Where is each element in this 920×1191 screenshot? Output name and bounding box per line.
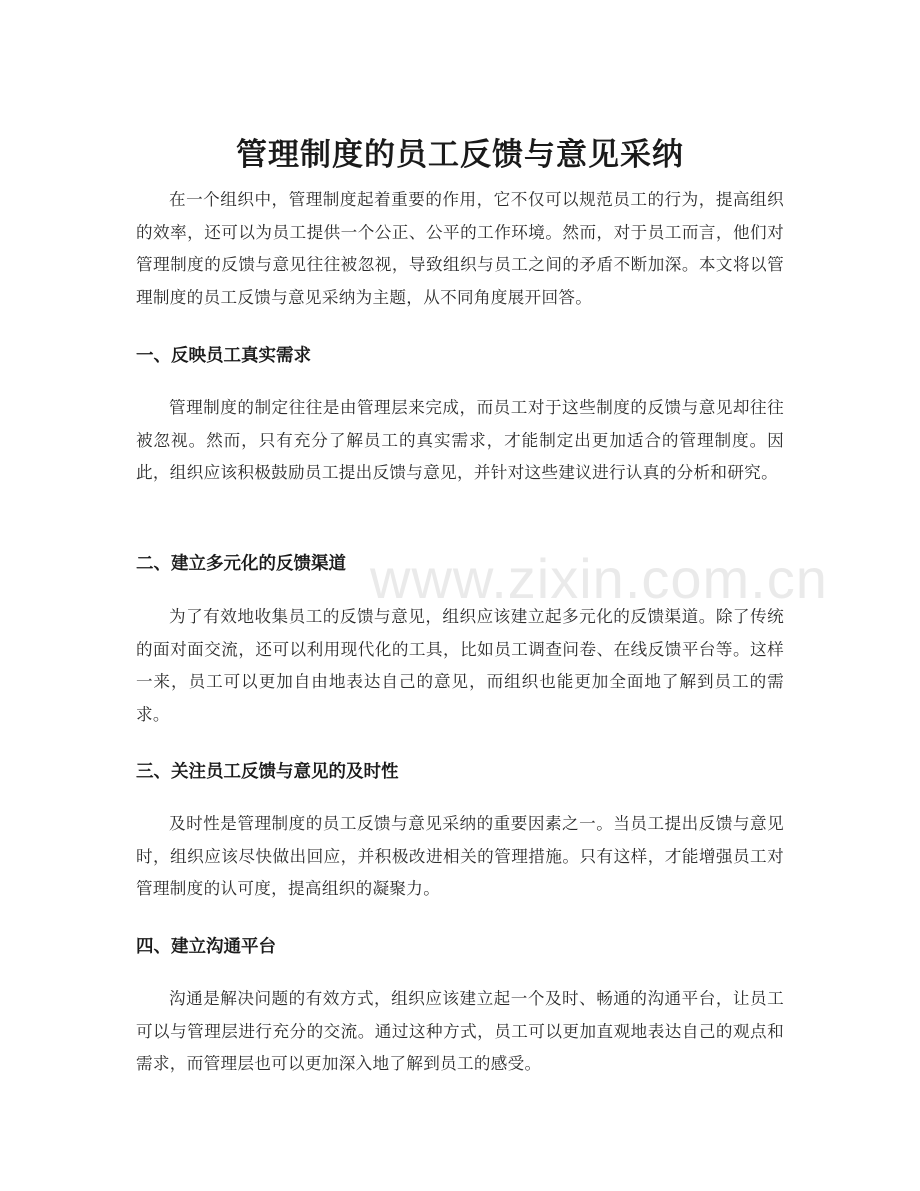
document-title: 管理制度的员工反馈与意见采纳 bbox=[236, 136, 684, 173]
section-2-body: 为了有效地收集员工的反馈与意见，组织应该建立起多元化的反馈渠道。除了传统的面对面交流，还可以利用现代化的工具，比如员工调查问卷、在线反馈平台等。这样一来，员工可以更加自由地表达自己的意见，而组织也能更加全面地了解到员工的需求。 bbox=[136, 607, 784, 724]
section-2-heading: 二、建立多元化的反馈渠道 bbox=[136, 554, 346, 574]
watermark: www.zixin.com.cn bbox=[370, 547, 828, 610]
section-1-body: 管理制度的制定往往是由管理层来完成，而员工对于这些制度的反馈与意见却往往被忽视。然而，只有充分了解员工的真实需求，才能制定出更加适合的管理制度。因此，组织应该积极鼓励员工提出反馈与意见，并针对这些建议进行认真的分析和研究。 bbox=[136, 398, 784, 482]
section-3-heading: 三、关注员工反馈与意见的及时性 bbox=[136, 762, 399, 782]
section-4-body: 沟通是解决问题的有效方式，组织应该建立起一个及时、畅通的沟通平台，让员工可以与管理层进行充分的交流。通过这种方式，员工可以更加直观地表达自己的观点和需求，而管理层也可以更加深入地了解到员工的感受。 bbox=[136, 989, 784, 1073]
section-3-body: 及时性是管理制度的员工反馈与意见采纳的重要因素之一。当员工提出反馈与意见时，组织应该尽快做出回应，并积极改进相关的管理措施。只有这样，才能增强员工对管理制度的认可度，提高组织的凝聚力。 bbox=[136, 814, 784, 898]
intro-paragraph: 在一个组织中，管理制度起着重要的作用，它不仅可以规范员工的行为，提高组织的效率，还可以为员工提供一个公正、公平的工作环境。然而，对于员工而言，他们对管理制度的反馈与意见往往被忽视，导致组织与员工之间的矛盾不断加深。本文将以管理制度的员工反馈与意见采纳为主题，从不同角度展开回答。 bbox=[136, 190, 784, 307]
section-4-heading: 四、建立沟通平台 bbox=[136, 937, 276, 957]
section-1-heading: 一、反映员工真实需求 bbox=[136, 346, 311, 366]
